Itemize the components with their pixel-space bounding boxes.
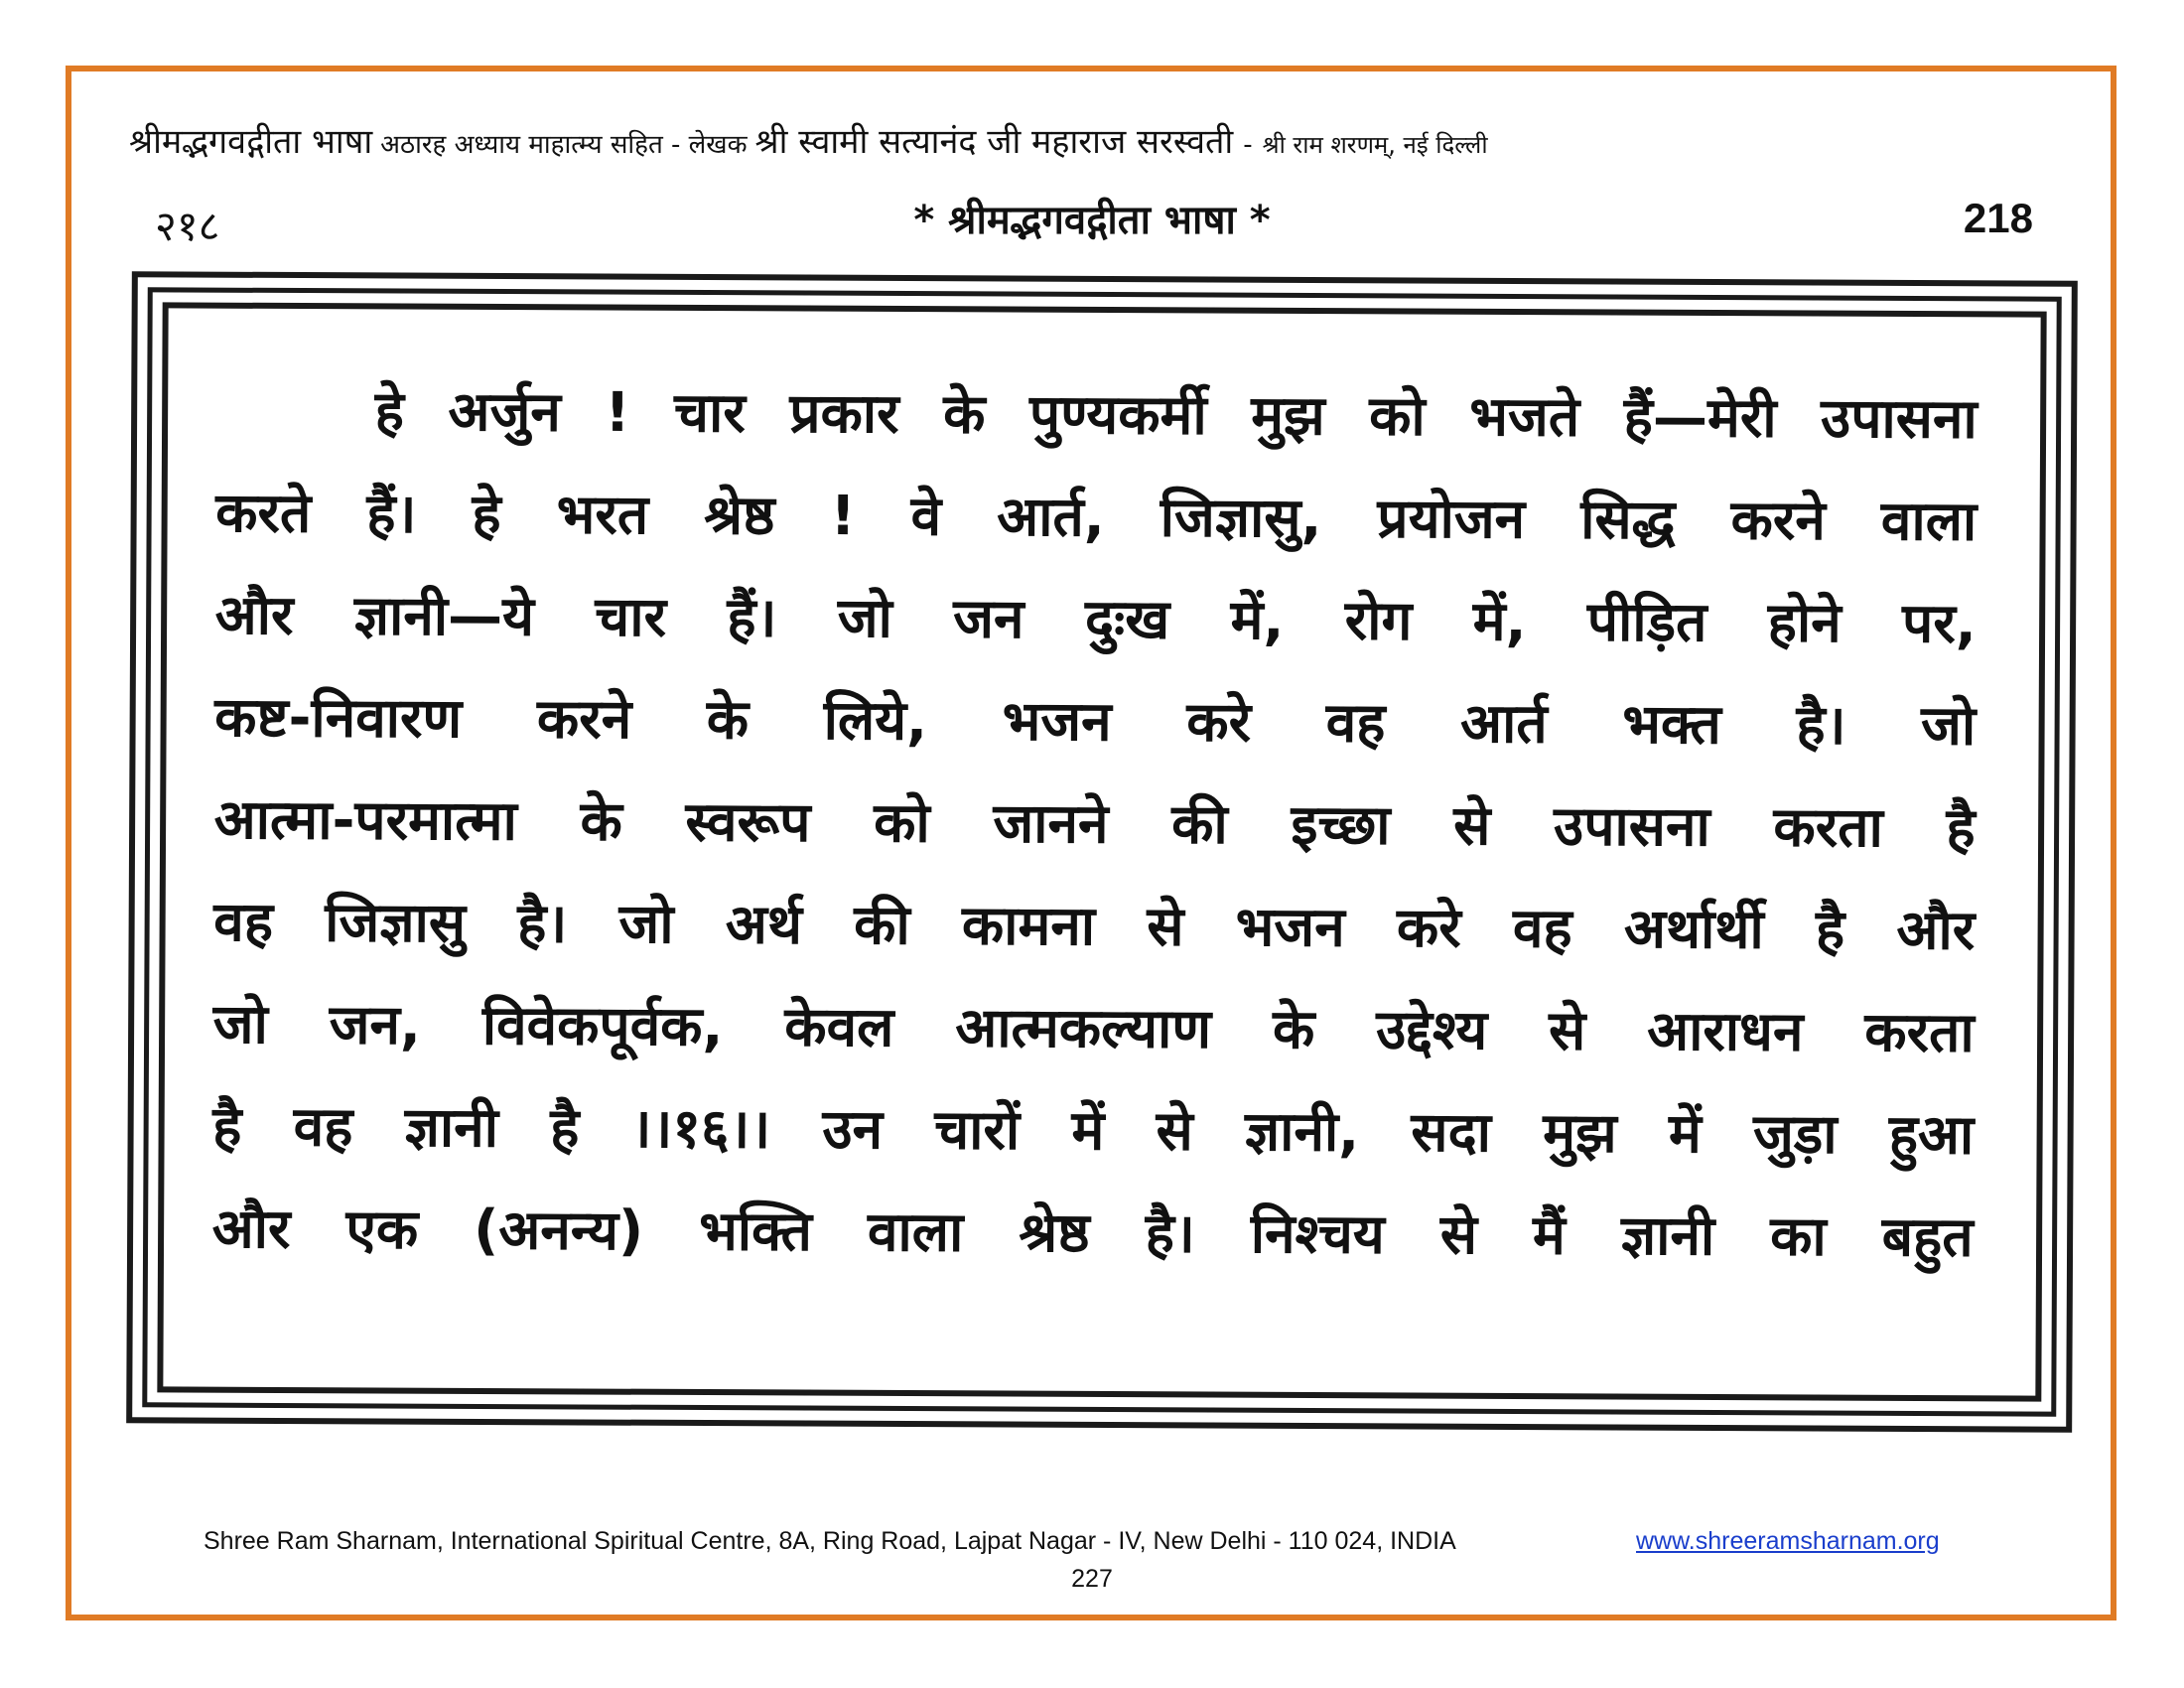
footer-address: Shree Ram Sharnam, International Spiritual Centre, 8A, Ring Road, Lajpat Nagar - IV, New Delhi - 110 024, INDIA bbox=[204, 1527, 1456, 1555]
header-subtitle: अठारह अध्याय माहात्म्य सहित - लेखक bbox=[380, 130, 748, 160]
website-link[interactable]: www.shreeramsharnam.org bbox=[1636, 1527, 1940, 1555]
verse-line: कष्ट-निवारण करने के लिये, भजन करे वह आर्त भक्त है। जो bbox=[214, 684, 1977, 758]
document-header bbox=[129, 117, 2055, 163]
running-title: * श्रीमद्भगवद्गीता भाषा * bbox=[913, 198, 1271, 243]
verse-line: जो जन, विवेकपूर्वक, केवल आत्मकल्याण के उद्देश्य से आराधन करता bbox=[212, 991, 1975, 1064]
header-title: श्रीमद्भगवद्गीता भाषा bbox=[129, 122, 373, 162]
header-author: श्री स्वामी सत्यानंद जी महाराज सरस्वती bbox=[754, 122, 1234, 162]
verse-line: हे अर्जुन ! चार प्रकार के पुण्यकर्मी मुझ को भजते हैं—मेरी उपासना bbox=[374, 378, 1978, 451]
verse-text-block bbox=[211, 359, 1978, 1289]
verse-line: आत्मा-परमात्मा के स्वरूप को जानने की इच्छा से उपासना करता है bbox=[213, 786, 1976, 860]
pdf-page-number: 227 bbox=[1071, 1565, 1113, 1593]
page-number-arabic: 218 bbox=[1963, 195, 2033, 241]
header-place: श्री राम शरणम्, नई दिल्ली bbox=[1262, 131, 1488, 159]
verse-line: है वह ज्ञानी है ।।१६।। उन चारों में से ज्ञानी, सदा मुझ में जुड़ा हुआ bbox=[212, 1093, 1975, 1167]
verse-line: और एक (अनन्य) भक्ति वाला श्रेष्ठ है। निश्चय से मैं ज्ञानी का बहुत bbox=[211, 1196, 1974, 1269]
header-separator: - bbox=[1243, 130, 1253, 160]
verse-line: करते हैं। हे भरत श्रेष्ठ ! वे आर्त, जिज्ञासु, प्रयोजन सिद्ध करने वाला bbox=[215, 480, 1978, 553]
verse-line: और ज्ञानी—ये चार हैं। जो जन दुःख में, रोग में, पीड़ित होने पर, bbox=[214, 582, 1977, 655]
page-number-devanagari: २१८ bbox=[155, 202, 220, 250]
verse-line: वह जिज्ञासु है। जो अर्थ की कामना से भजन करे वह अर्थार्थी है और bbox=[213, 889, 1976, 962]
